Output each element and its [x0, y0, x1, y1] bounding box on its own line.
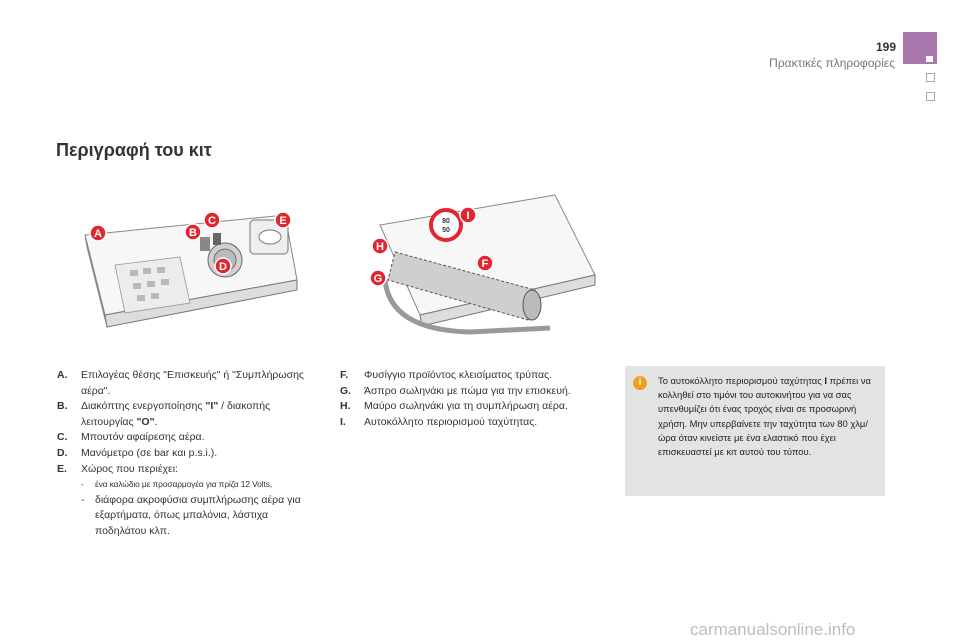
sealant-cartridge-illustration: [360, 180, 610, 345]
info-icon: i: [633, 376, 647, 390]
legend-list-right: [340, 368, 610, 430]
callout-c-label: C: [208, 215, 216, 227]
legend-item-h: H. Μαύρο σωληνάκι για τη συμπλήρωση αέρα.: [340, 400, 568, 413]
info-box: [625, 366, 885, 496]
legend-item-c: C. Μπουτόν αφαίρεσης αέρα.: [57, 431, 205, 444]
legend-item-f: F. Φυσίγγιο προϊόντος κλεισίματος τρύπας.: [340, 369, 553, 381]
legend-item-b: B. Διακόπτης ενεργοποίησης "I" / διακοπής λειτουργίας "O".: [57, 400, 271, 428]
callout-d-label: D: [219, 261, 227, 273]
legend-item-i: I. Αυτοκόλλητο περιορισμού ταχύτητας.: [340, 415, 538, 428]
chapter-tab-marker: [926, 56, 933, 62]
speed-sticker-bottom: 50: [442, 227, 450, 234]
speed-limit-sticker: [431, 210, 461, 240]
chapter-box-2: [926, 92, 935, 101]
e-subitem-cable: - ένα καλώδιο με προσαρμογέα για πρίζα 12 Volts,: [81, 479, 273, 490]
callout-h-label: H: [376, 241, 384, 253]
speed-sticker-top: 80: [442, 218, 450, 225]
legend-item-g: G. Άσπρο σωληνάκι με πώμα για την επισκευή.: [340, 384, 571, 397]
callout-i-label: I: [466, 210, 470, 222]
callout-f-label: F: [481, 258, 489, 270]
callout-g-label: G: [373, 273, 383, 285]
legend-list-left: [57, 368, 322, 540]
e-subitem-nozzles: - διάφορα ακροφύσια συμπλήρωσης αέρα για εξαρτήματα, όπως μπαλόνια, λάστιχα ποδηλάτου κλπ.: [81, 493, 301, 537]
callout-a-label: A: [94, 228, 102, 240]
section-label: Πρακτικές πληροφορίες: [769, 56, 895, 70]
legend-item-a: A. Επιλογέας θέσης "Επισκευής" ή "Συμπλήρωσης αέρα".: [57, 369, 304, 397]
info-text: Το αυτοκόλλητο περιορισμού ταχύτητας I πρέπει να κολληθεί στο τιμόνι του αυτοκινήτου για να σας υπενθυμίζει ότι ένας τροχός είναι σε προσωρινή χρήση. Μην υπερβαίνετε την ταχύτητα των 80 χλμ/ώρα όταν κινείστε με ένα ελαστικό που έχει επισκευαστεί με κιτ αυτού του τύπου.: [658, 375, 871, 458]
legend-item-d: D. Μανόμετρο (σε bar και p.s.i.).: [57, 446, 218, 459]
callout-b-label: B: [189, 227, 197, 239]
chapter-box-1: [926, 73, 935, 82]
page-title: Περιγραφή του κιτ: [56, 140, 212, 160]
page-number: 199: [875, 40, 896, 54]
compressor-kit-illustration: [75, 195, 310, 335]
watermark: carmanualsonline.info: [690, 620, 856, 639]
legend-item-e: E. Χώρος που περιέχει: - ένα καλώδιο με προσαρμογέα για πρίζα 12 Volts, - διάφορα ακροφύσια συμπλήρωσης αέρα για εξαρτήματα, όπως μπαλόνια, λάστιχα ποδηλάτου κλπ.: [57, 462, 322, 540]
callout-e-label: E: [279, 215, 287, 227]
